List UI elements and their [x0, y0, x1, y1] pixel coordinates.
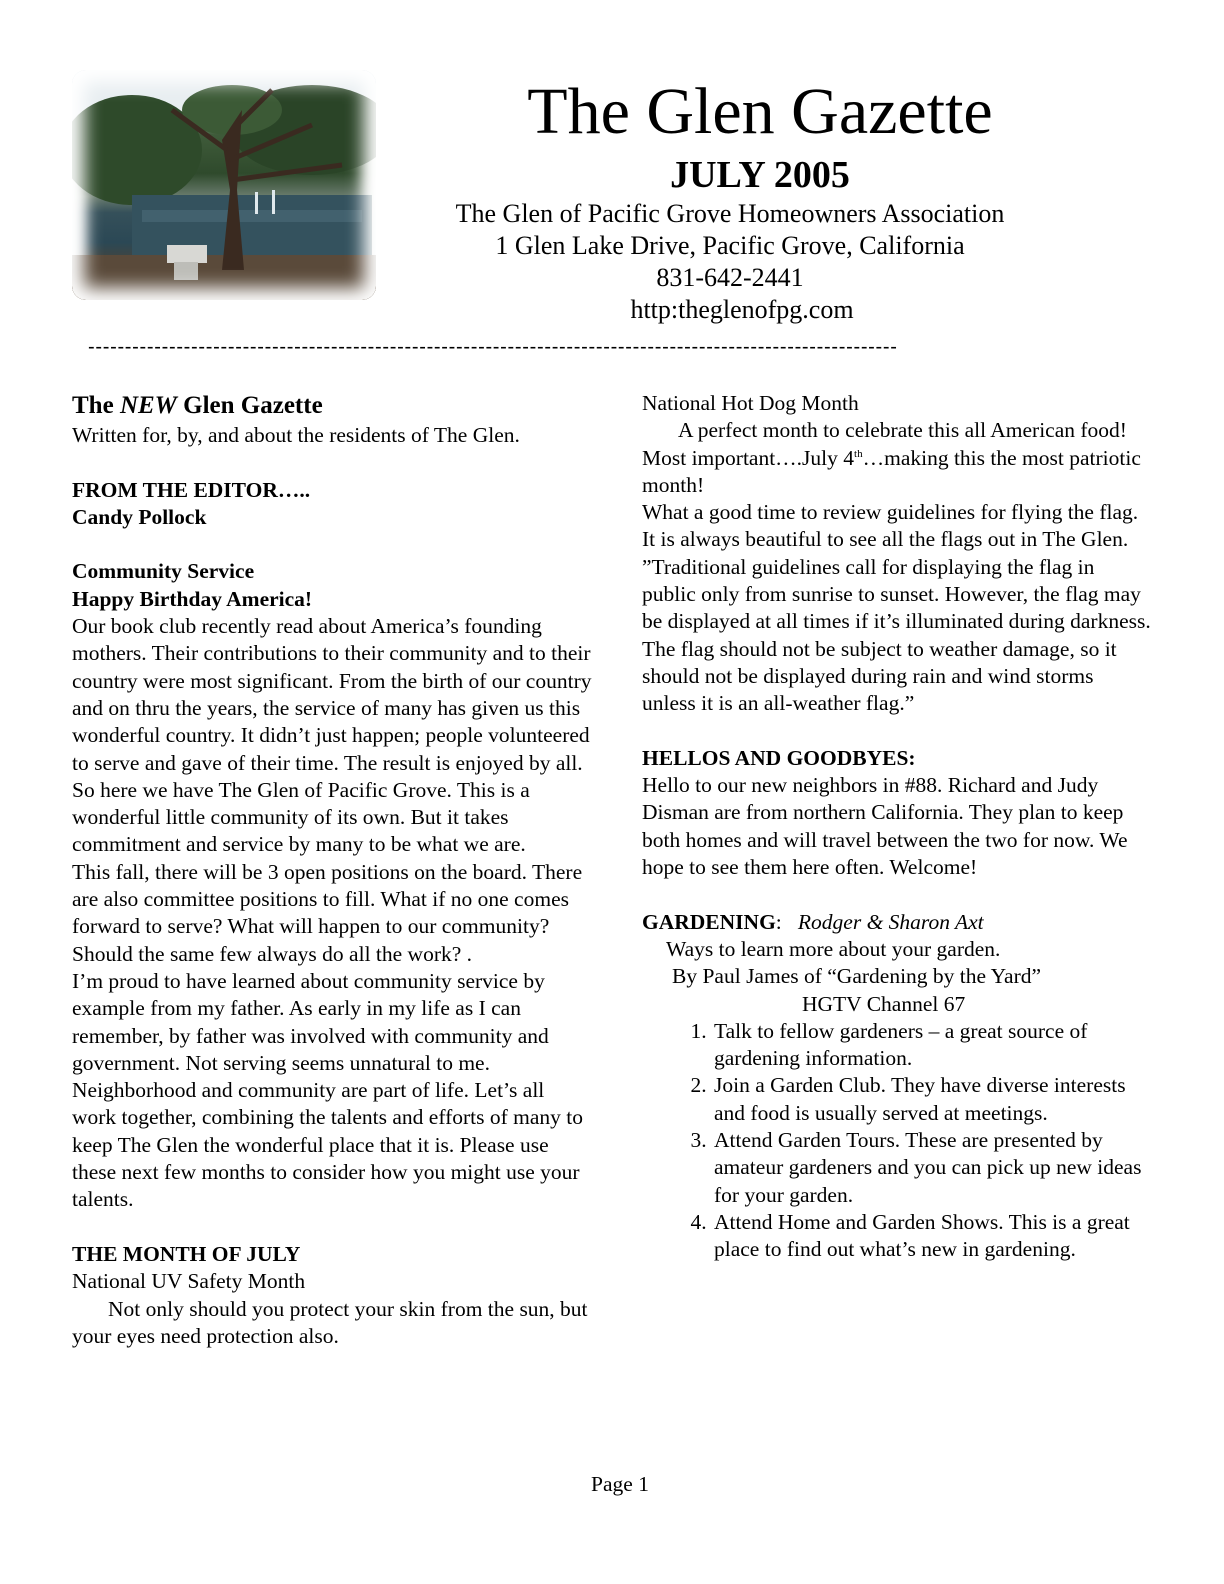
header-divider: -------------------------------------------------------------------------------------------------------------- — [88, 336, 898, 358]
uv-safety-text: Not only should you protect your skin from the sun, but your eyes need protection also. — [72, 1296, 588, 1348]
issue-date: JULY 2005 — [670, 154, 850, 196]
hot-dog-text: A perfect month to celebrate this all American food! — [678, 418, 1127, 443]
gardening-subtitle: Ways to learn more about your garden. — [666, 936, 1001, 961]
hellos-heading: HELLOS AND GOODBYES: — [642, 745, 916, 770]
editor-paragraph: I’m proud to have learned about community service by example from my father. As early in my life as I can remember, by father was involved with community and government. Not serving seems unnatural to me. Neighborhood and community are part of life. Let’s all work together, combining the talents and efforts of many to keep The Glen the wonderful place that it is. Please use these next few months to consider how you might use your talents. — [72, 968, 584, 1212]
uv-safety-title: National UV Safety Month — [72, 1269, 306, 1294]
masthead — [440, 72, 1080, 326]
birthday-heading: Happy Birthday America! — [72, 586, 313, 611]
right-column — [642, 390, 1152, 1264]
gardening-tips-list — [642, 1018, 1152, 1264]
hot-dog-title: National Hot Dog Month — [642, 391, 859, 415]
list-item: 2. Join a Garden Club. They have diverse interests and food is usually served at meetings. — [712, 1072, 1152, 1127]
community-service-heading: Community Service — [72, 559, 255, 584]
left-column — [72, 390, 592, 1350]
page-number: Page 1 — [591, 1472, 649, 1496]
glen-pond-photo — [72, 70, 376, 300]
editor-name: Candy Pollock — [72, 504, 207, 529]
association-address: 1 Glen Lake Drive, Pacific Grove, California — [495, 231, 965, 260]
july-fourth-text: Most important….July 4th…making this the most patriotic month! — [642, 445, 1141, 497]
flag-guidelines-quote: ”Traditional guidelines call for displaying the flag in public only from sunrise to sunset. However, the flag may be displayed at all times if it’s illuminated during darkness. The flag should not be subject to weather damage, so it should not be displayed during rain and wind storms unless it is an all-weather flag.” — [642, 554, 1151, 716]
association-name: The Glen of Pacific Grove Homeowners Association — [455, 199, 1005, 228]
newsletter-title: The Glen Gazette — [527, 75, 993, 148]
editor-paragraph: Our book club recently read about America’s founding mothers. Their contributions to their community and to their country were most significant. From the birth of our country and on thru the years, the service of many has given us this wonderful country. It didn’t just happen; people volunteered to serve and gave of their time. The result is enjoyed by all. — [72, 614, 592, 775]
gardening-source: By Paul James of “Gardening by the Yard” — [672, 964, 1042, 989]
list-item: 1. Talk to fellow gardeners – a great source of gardening information. — [712, 1018, 1152, 1073]
editor-paragraph: So here we have The Glen of Pacific Grove. This is a wonderful little community of its own. But it takes commitment and service by many to be what we are. — [72, 777, 530, 857]
section-heading-new-gazette: The NEW Glen Gazette — [72, 392, 323, 419]
editor-paragraph: This fall, there will be 3 open positions on the board. There are also committee positions to fill. What if no one comes forward to serve? What will happen to our community? Should the same few always do all the work? . — [72, 859, 583, 966]
hellos-text: Hello to our new neighbors in #88. Richard and Judy Disman are from northern California. They plan to keep both homes and will travel between the two for now. We hope to see them here often. Welcome! — [642, 773, 1128, 880]
gardening-channel: HGTV Channel 67 — [802, 991, 966, 1016]
tagline: Written for, by, and about the residents of The Glen. — [72, 423, 520, 447]
association-phone: 831-642-2441 — [656, 263, 804, 292]
association-website[interactable]: http:theglenofpg.com — [630, 295, 854, 324]
editor-heading: FROM THE EDITOR….. — [72, 477, 311, 502]
flag-intro: What a good time to review guidelines for flying the flag. It is always beautiful to see all the flags out in The Glen. — [642, 500, 1139, 552]
list-item: 4. Attend Home and Garden Shows. This is a great place to find out what’s new in gardening. — [712, 1209, 1152, 1264]
page-footer — [0, 1472, 1224, 1497]
list-item: 3. Attend Garden Tours. These are presented by amateur gardeners and you can pick up new ideas for your garden. — [712, 1127, 1152, 1209]
july-heading: THE MONTH OF JULY — [72, 1241, 301, 1266]
gardening-heading: GARDENING: Rodger & Sharon Axt — [642, 909, 984, 934]
